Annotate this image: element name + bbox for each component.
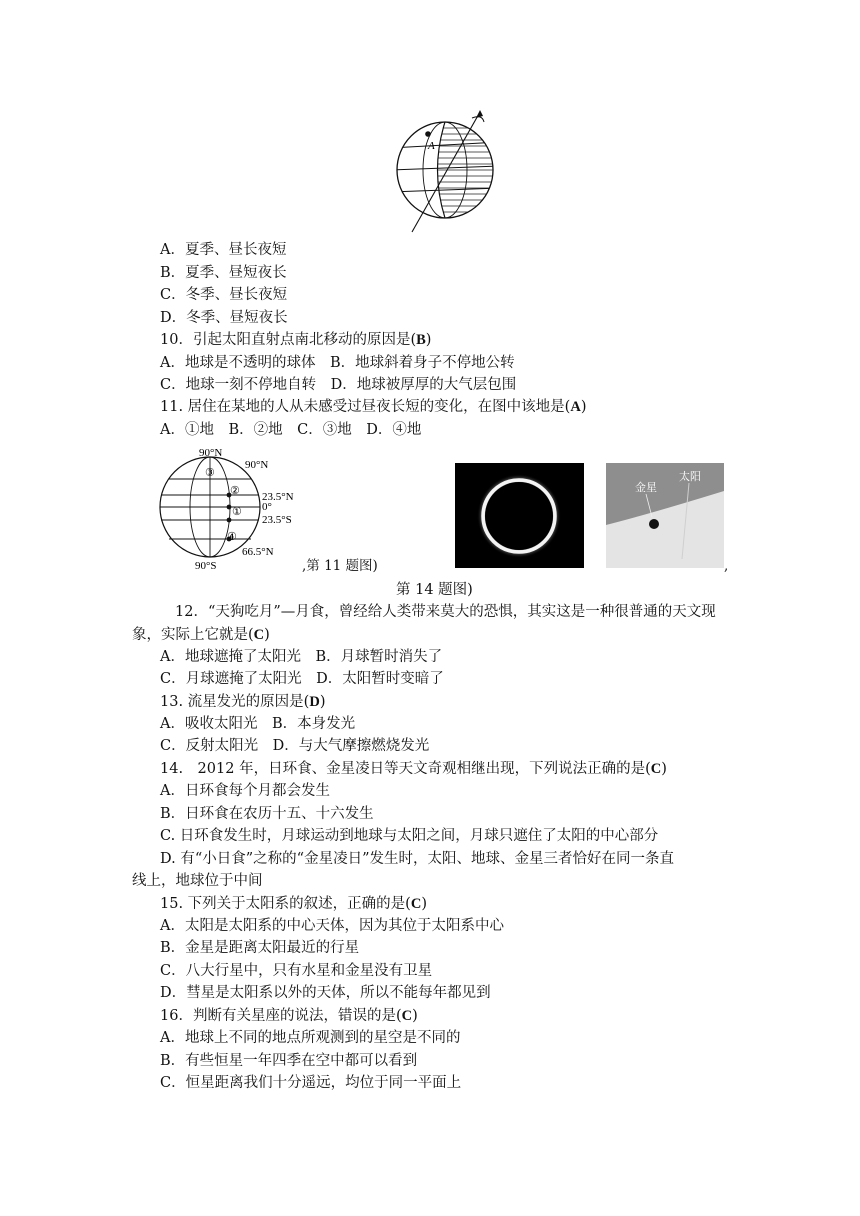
fig11-mark-3: ③	[205, 467, 215, 479]
fig14-venus-transit-photo	[606, 463, 724, 568]
q12-stem-line1: 12．“天狗吃月”—月食，曾经给人类带来莫大的恐惧，其实这是一种很普通的天文现	[175, 604, 716, 620]
q10-options-1: A．地球是不透明的球体 B．地球斜着身子不停地公转	[160, 355, 515, 371]
q15-answer: C	[410, 896, 422, 912]
q12-stem-line2: 象，实际上它就是(C)	[132, 627, 270, 643]
fig14-annular-eclipse-photo	[455, 463, 584, 568]
q12-options-2: C．月球遮掩了太阳光 D．太阳暂时变暗了	[160, 671, 444, 687]
q14-option-d: D. 有“小日食”之称的“金星凌日”发生时，太阳、地球、金星三者恰好在同一条直	[160, 851, 674, 867]
q11-answer: A	[570, 399, 581, 415]
fig11-lat-0: 0°	[262, 501, 272, 513]
q14-option-c: C. 日环食发生时，月球运动到地球与太阳之间，月球只遮住了太阳的中心部分	[160, 828, 659, 844]
q16-stem: 16．判断有关星座的说法，错误的是(C)	[160, 1008, 418, 1024]
fig14-venus-label: 金星	[635, 482, 657, 494]
q16-option-c: C．恒星距离我们十分遥远，均位于同一平面上	[160, 1075, 462, 1091]
q15-option-d: D．彗星是太阳系以外的天体，所以不能每年都见到	[160, 985, 491, 1001]
q10-stem: 10．引起太阳直射点南北移动的原因是(B)	[160, 332, 432, 348]
q14-option-d-cont: 线上，地球位于中间	[132, 873, 263, 889]
fig14-comma: ,	[724, 558, 729, 574]
fig11-lat-235s: 23.5°S	[262, 514, 292, 526]
q13-answer: D	[309, 694, 320, 710]
fig14-sun-label: 太阳	[679, 471, 701, 483]
fig11-lat-90n-top: 90°N	[199, 447, 223, 459]
fig11-mark-2: ②	[230, 485, 240, 497]
q11-globe-figure	[155, 443, 315, 573]
fig11-lat-665n: 66.5°N	[242, 546, 274, 558]
q15-option-c: C．八大行星中，只有水星和金星没有卫星	[160, 963, 433, 979]
q10-options-2: C．地球一刻不停地自转 D．地球被厚厚的大气层包围	[160, 377, 517, 393]
q14-answer: C	[650, 761, 662, 777]
q11-stem: 11. 居住在某地的人从未感受过昼夜长短的变化，在图中该地是(A)	[160, 399, 587, 415]
q9-point-a-label: A	[428, 140, 435, 152]
q9-option-a: A．夏季、昼长夜短	[160, 242, 287, 258]
q13-options-1: A．吸收太阳光 B．本身发光	[160, 716, 356, 732]
q14-option-a: A．日环食每个月都会发生	[160, 783, 330, 799]
fig11-lat-235n: 23.5°N	[262, 491, 294, 503]
q9-option-d: D．冬季、昼短夜长	[160, 310, 288, 326]
q15-stem: 15. 下列关于太阳系的叙述，正确的是(C)	[160, 896, 427, 912]
q16-option-b: B．有些恒星一年四季在空中都可以看到	[160, 1053, 418, 1069]
fig14-caption: 第 14 题图)	[396, 582, 473, 598]
q11-options: A．①地 B．②地 C．③地 D．④地	[160, 422, 422, 438]
q16-answer: C	[401, 1008, 413, 1024]
fig11-caption: ,第 11 题图)	[302, 558, 378, 574]
q12-options-1: A．地球遮掩了太阳光 B．月球暂时消失了	[160, 649, 443, 665]
fig11-mark-1: ①	[232, 506, 242, 518]
q9-option-c: C．冬季、昼长夜短	[160, 287, 288, 303]
fig11-lat-90s: 90°S	[195, 560, 217, 572]
q15-option-a: A．太阳是太阳系的中心天体，因为其位于太阳系中心	[160, 918, 504, 934]
fig11-lat-90n-right: 90°N	[245, 459, 269, 471]
q16-option-a: A．地球上不同的地点所观测到的星空是不同的	[160, 1030, 461, 1046]
q14-stem: 14. 2012 年，日环食、金星凌日等天文奇观相继出现，下列说法正确的是(C)	[160, 761, 667, 777]
q9-option-b: B．夏季、昼短夜长	[160, 265, 287, 281]
q10-answer: B	[416, 332, 426, 348]
q12-answer: C	[253, 627, 265, 643]
q13-options-2: C．反射太阳光 D．与大气摩擦燃烧发光	[160, 738, 430, 754]
fig11-mark-4: ④	[227, 531, 237, 543]
q14-option-b: B．日环食在农历十五、十六发生	[160, 806, 374, 822]
q13-stem: 13. 流星发光的原因是(D)	[160, 694, 326, 710]
q15-option-b: B．金星是距离太阳最近的行星	[160, 940, 360, 956]
q9-globe-figure	[390, 108, 500, 236]
